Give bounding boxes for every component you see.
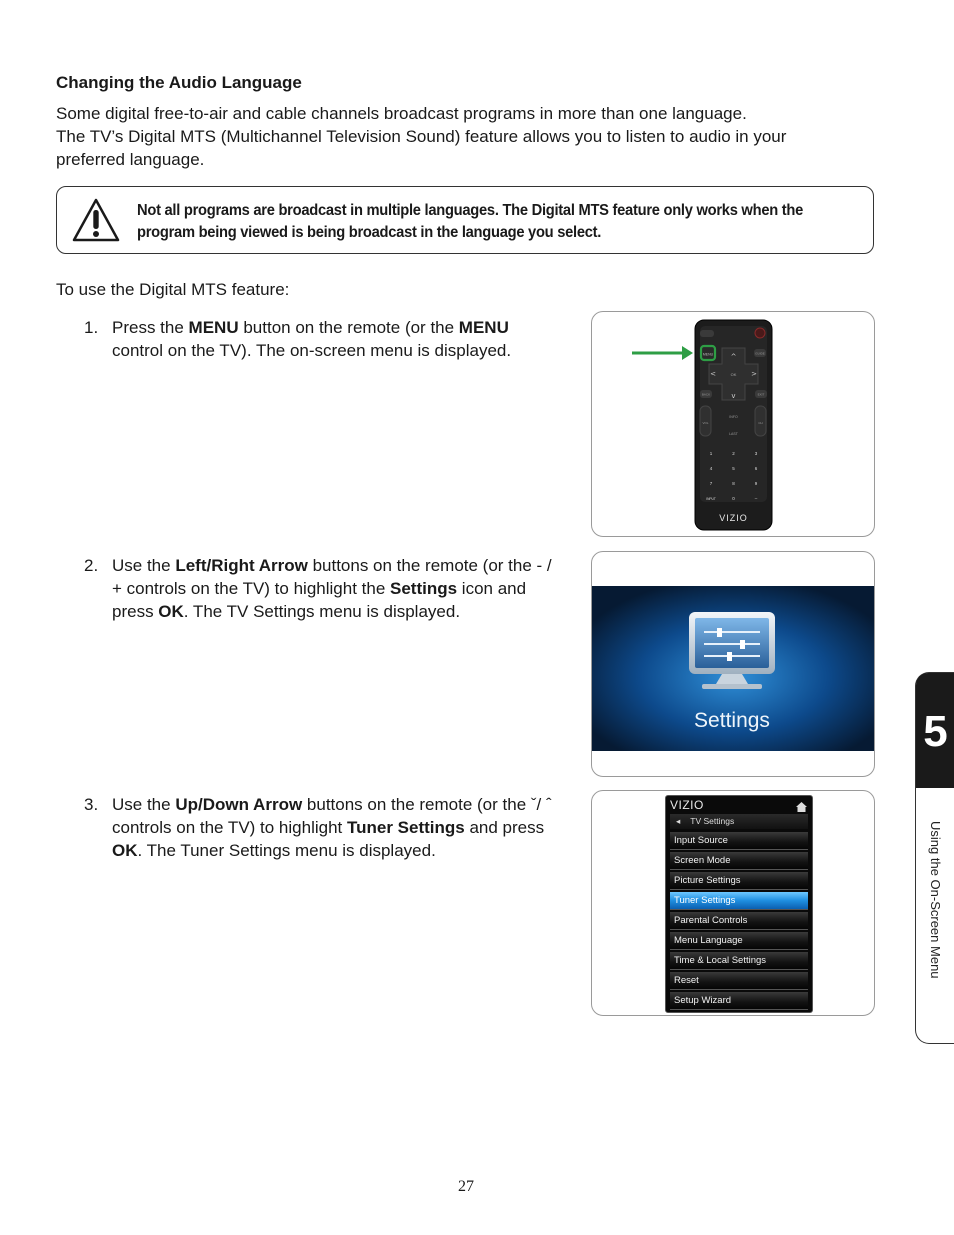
svg-text:>: >: [751, 370, 757, 378]
menu-header-title: TV Settings: [690, 816, 735, 826]
step-2: [84, 554, 564, 623]
step-number: 1.: [84, 318, 99, 337]
svg-text:v: v: [731, 392, 736, 400]
step-1: [84, 316, 564, 362]
back-arrow-icon: ◂: [676, 816, 681, 826]
warning-icon: [71, 197, 121, 243]
remote-key: 2: [732, 451, 735, 456]
home-icon: [796, 799, 807, 809]
remote-figure: [591, 311, 875, 537]
pointer-arrow-head: [682, 346, 693, 360]
menu-item-setup-wizard[interactable]: Setup Wizard: [670, 992, 808, 1010]
warning-callout: [56, 186, 874, 254]
remote-key: 4: [709, 466, 713, 471]
menu-item-picture-settings[interactable]: Picture Settings: [670, 872, 808, 890]
remote-brand-logo: VIZIO: [719, 513, 748, 523]
menu-item-input-source[interactable]: Input Source: [670, 832, 808, 850]
remote-key: 1: [709, 451, 713, 456]
remote-illustration: [592, 312, 875, 537]
svg-text:INFO: INFO: [729, 415, 738, 419]
step-text: Press the MENU button on the remote (or the MENU control on the TV). The on-screen menu is displayed.: [112, 318, 512, 360]
remote-key: 6: [754, 466, 758, 471]
procedure-lead: To use the Digital MTS feature:: [56, 280, 290, 299]
intro-line: The TV’s Digital MTS (Multichannel Television Sound) feature allows you to listen to audio in your: [56, 127, 787, 146]
svg-text:<: <: [710, 370, 716, 378]
svg-text:BACK: BACK: [701, 392, 711, 397]
svg-text:^: ^: [730, 353, 737, 361]
step-text: Use the Up/Down Arrow buttons on the remote (or the ˇ/ ˆ controls on the TV) to highlight Tuner Settings and press OK. The Tuner Settings menu is displayed.: [112, 795, 552, 860]
intro-paragraph: [56, 102, 876, 171]
intro-line: preferred language.: [56, 150, 205, 169]
svg-text:CH: CH: [758, 421, 763, 425]
step-number: 3.: [84, 795, 99, 814]
tv-settings-menu: [665, 795, 813, 1013]
svg-text:VOL: VOL: [702, 421, 709, 425]
remote-key: –: [754, 496, 758, 501]
step-text: Use the Left/Right Arrow buttons on the remote (or the - / + controls on the TV) to highlight the Settings icon and press OK. The TV Settings menu is displayed.: [112, 556, 552, 621]
remote-key: INPUT: [706, 497, 716, 501]
remote-key: 5: [732, 466, 735, 471]
svg-text:LAST: LAST: [729, 432, 738, 436]
menu-item-time-local-settings[interactable]: Time & Local Settings: [670, 952, 808, 970]
chapter-number: 5: [923, 707, 948, 756]
section-title: Changing the Audio Language: [56, 73, 302, 92]
settings-screen-figure: [591, 551, 875, 777]
step-3: [84, 793, 564, 862]
remote-key: 3: [754, 451, 758, 456]
settings-label: Settings: [694, 709, 770, 732]
warning-text: Not all programs are broadcast in multiple languages. The Digital MTS feature only works when the program being viewed is being broadcast in the language you select.: [137, 202, 804, 241]
remote-key: 8: [732, 481, 735, 486]
tv-menu-figure: [591, 790, 875, 1016]
menu-brand-logo: VIZIO: [670, 798, 704, 812]
chapter-label: Using the On-Screen Menu: [928, 821, 943, 979]
remote-key: 9: [754, 481, 758, 486]
menu-item-menu-language[interactable]: Menu Language: [670, 932, 808, 950]
menu-item-reset[interactable]: Reset: [670, 972, 808, 990]
remote-menu-label: MENU: [702, 352, 714, 357]
remote-key: 0: [732, 496, 735, 501]
settings-screen-illustration: [592, 552, 875, 777]
menu-item-tuner-settings[interactable]: Tuner Settings: [670, 892, 808, 910]
svg-text:OK: OK: [730, 372, 737, 377]
page-number: 27: [458, 1178, 474, 1195]
menu-item-screen-mode[interactable]: Screen Mode: [670, 852, 808, 870]
chapter-tab: [915, 672, 954, 1044]
menu-header: [670, 814, 808, 829]
remote-key: 7: [709, 481, 713, 486]
svg-text:EXIT: EXIT: [757, 392, 765, 397]
menu-item-parental-controls[interactable]: Parental Controls: [670, 912, 808, 930]
svg-text:GUIDE: GUIDE: [755, 351, 765, 356]
step-number: 2.: [84, 556, 99, 575]
intro-line: Some digital free-to-air and cable channels broadcast programs in more than one language.: [56, 104, 747, 123]
